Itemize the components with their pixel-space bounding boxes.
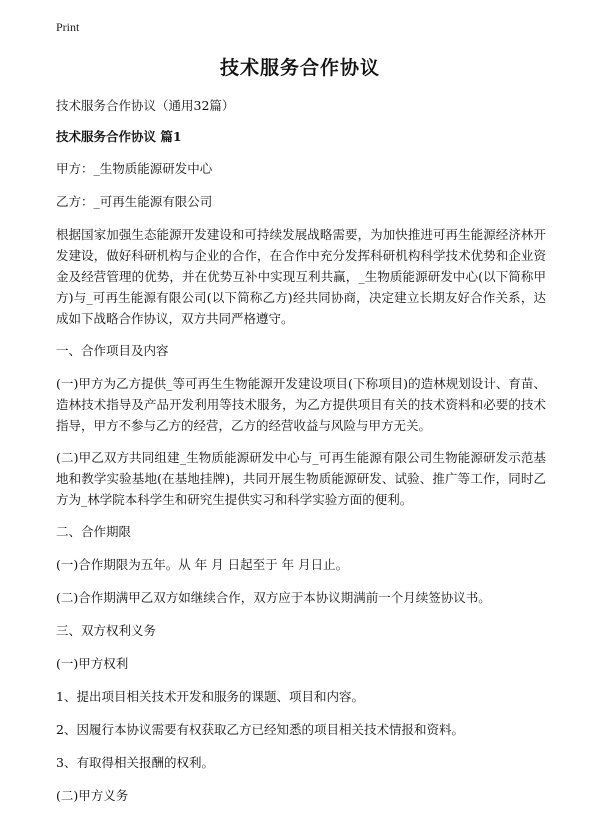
document-body (56, 95, 546, 818)
document-title: 技术服务合作协议 (219, 57, 380, 79)
item2-paragraph-1: (一)合作期限为五年。从 年 月 日起至于 年 月日止。 (56, 557, 349, 572)
item3-subheading-rights: (一)甲方权利 (56, 656, 129, 671)
item1-paragraph-2: (二)甲乙双方共同组建_生物质能源研发中心与_可再生能源有限公司生物能源研发示范基地和教学实验基地(在基地挂牌)，共同开展生物质能源研发、试验、推广等工作，同时乙方为_林学院本科学生和研究生提供实习和科学实验方面的便利。 (56, 450, 546, 507)
item1-heading: 一、合作项目及内容 (56, 343, 169, 358)
item3-right-3: 3、有取得相关报酬的权利。 (56, 755, 214, 770)
item3-right-2: 2、因履行本协议需要有权获取乙方已经知悉的项目相关技术情报和资料。 (56, 722, 464, 737)
document-subtitle: 技术服务合作协议（通用32篇） (56, 98, 235, 113)
section-heading: 技术服务合作协议 篇1 (56, 129, 182, 144)
print-link[interactable]: Print (56, 20, 80, 34)
item3-right-1: 1、提出项目相关技术开发和服务的课题、项目和内容。 (56, 689, 364, 704)
item1-paragraph-1: (一)甲方为乙方提供_等可再生生物能源开发建设项目(下称项目)的造林规划设计、育苗、造林技术指导及产品开发利用等技术服务，为乙方提供项目有关的技术资料和必要的技术指导，甲方不参与乙方的经营，乙方的经营收益与风险与甲方无关。 (56, 376, 546, 433)
intro-paragraph: 根据国家加强生态能源开发建设和可持续发展战略需要，为加快推进可再生能源经济林开发建设，做好科研机构与企业的合作，在合作中充分发挥科研机构科学技术优势和企业资金及经营管理的优势，并在优势互补中实现互利共赢，_生物质能源研发中心(以下简称甲方)与_可再生能源有限公司(以下简称乙方)经共同协商，决定建立长期友好合作关系，达成如下战略合作协议，双方共同严格遵守。 (56, 227, 546, 326)
item2-heading: 二、合作期限 (56, 524, 132, 539)
item3-heading: 三、双方权利义务 (56, 623, 157, 638)
party-b: 乙方：_可再生能源有限公司 (56, 194, 213, 209)
party-a: 甲方：_生物质能源研发中心 (56, 161, 213, 176)
item3-subheading-duties: (二)甲方义务 (56, 788, 129, 803)
item2-paragraph-2: (二)合作期满甲乙双方如继续合作，双方应于本协议期满前一个月续签协议书。 (56, 590, 491, 605)
